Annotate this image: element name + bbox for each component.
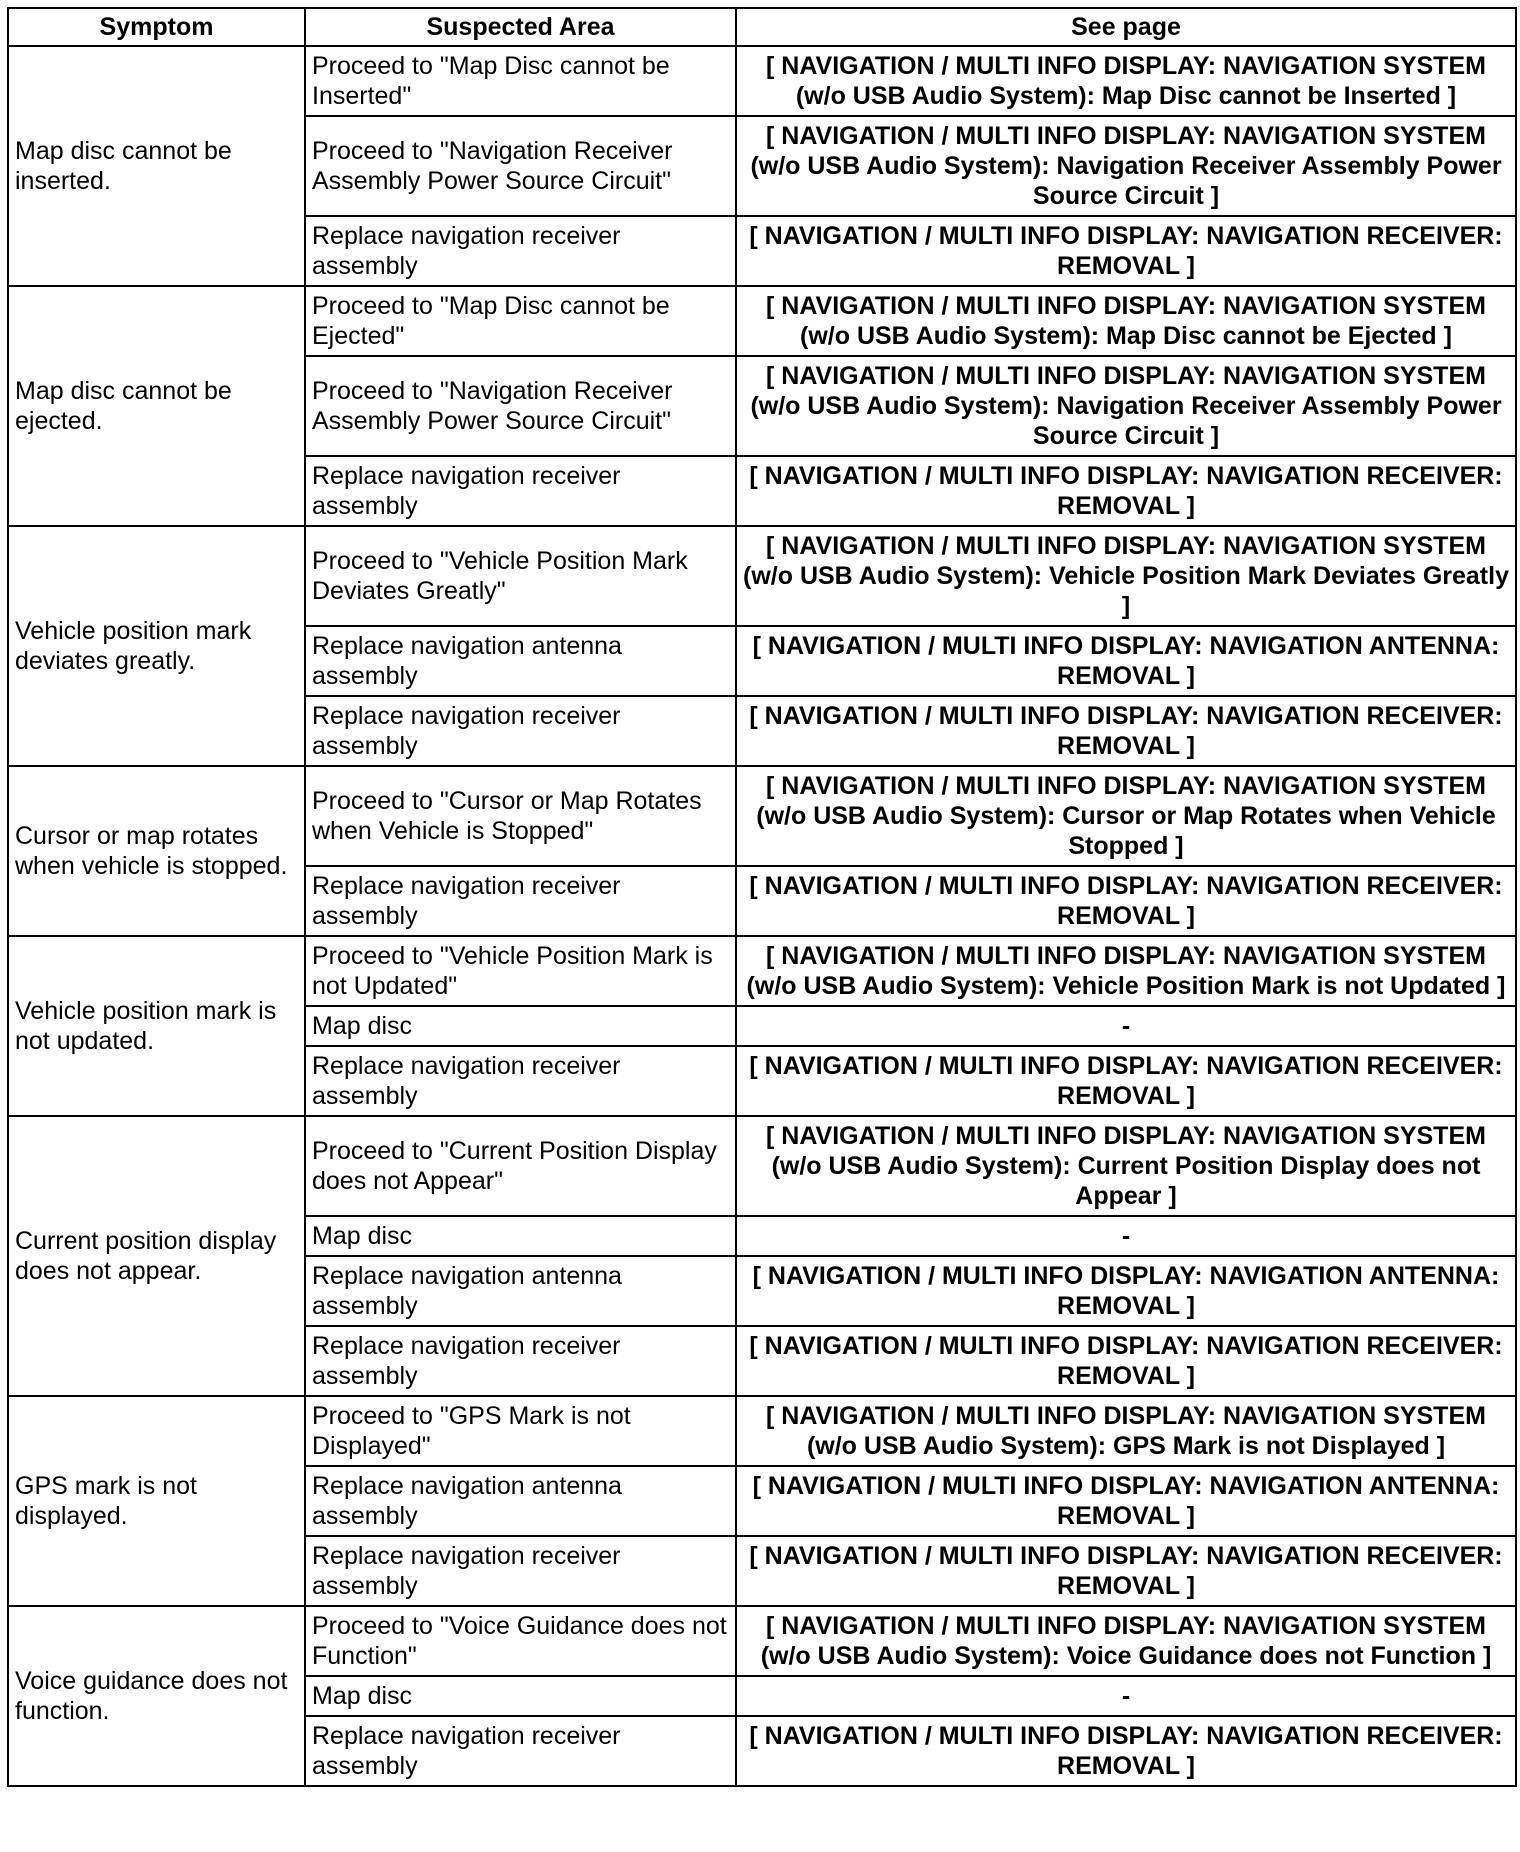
table-row [8,936,1516,1006]
suspected-area-cell: Proceed to "Vehicle Position Mark Deviates Greatly" [305,526,736,626]
symptom-cell: Map disc cannot be ejected. [8,286,305,526]
table-row [8,766,1516,866]
see-page-cell: [ NAVIGATION / MULTI INFO DISPLAY: NAVIGATION RECEIVER: REMOVAL ] [736,696,1516,766]
see-page-cell: [ NAVIGATION / MULTI INFO DISPLAY: NAVIGATION SYSTEM (w/o USB Audio System): Navigation Receiver Assembly Power Source Circuit ] [736,356,1516,456]
suspected-area-cell: Replace navigation receiver assembly [305,456,736,526]
table-row [8,46,1516,116]
see-page-cell: [ NAVIGATION / MULTI INFO DISPLAY: NAVIGATION RECEIVER: REMOVAL ] [736,866,1516,936]
see-page-cell: [ NAVIGATION / MULTI INFO DISPLAY: NAVIGATION SYSTEM (w/o USB Audio System): Map Disc cannot be Inserted ] [736,46,1516,116]
table-row [8,1606,1516,1676]
table-body [8,46,1516,1786]
see-page-cell: [ NAVIGATION / MULTI INFO DISPLAY: NAVIGATION RECEIVER: REMOVAL ] [736,1536,1516,1606]
symptom-cell: Vehicle position mark is not updated. [8,936,305,1116]
see-page-cell: - [736,1676,1516,1716]
symptom-cell: Vehicle position mark deviates greatly. [8,526,305,766]
suspected-area-cell: Proceed to "Navigation Receiver Assembly Power Source Circuit" [305,356,736,456]
see-page-cell: [ NAVIGATION / MULTI INFO DISPLAY: NAVIGATION RECEIVER: REMOVAL ] [736,1326,1516,1396]
see-page-cell: [ NAVIGATION / MULTI INFO DISPLAY: NAVIGATION SYSTEM (w/o USB Audio System): Current Position Display does not Appear ] [736,1116,1516,1216]
symptom-cell: Current position display does not appear. [8,1116,305,1396]
see-page-cell: [ NAVIGATION / MULTI INFO DISPLAY: NAVIGATION SYSTEM (w/o USB Audio System): GPS Mark is not Displayed ] [736,1396,1516,1466]
suspected-area-cell: Replace navigation receiver assembly [305,1326,736,1396]
suspected-area-cell: Replace navigation receiver assembly [305,1046,736,1116]
table-row [8,1116,1516,1216]
table-row [8,1396,1516,1466]
symptom-cell: GPS mark is not displayed. [8,1396,305,1606]
see-page-cell: [ NAVIGATION / MULTI INFO DISPLAY: NAVIGATION SYSTEM (w/o USB Audio System): Navigation Receiver Assembly Power Source Circuit ] [736,116,1516,216]
suspected-area-cell: Proceed to "Cursor or Map Rotates when Vehicle is Stopped" [305,766,736,866]
see-page-cell: - [736,1006,1516,1046]
see-page-cell: - [736,1216,1516,1256]
suspected-area-cell: Proceed to "GPS Mark is not Displayed" [305,1396,736,1466]
suspected-area-cell: Replace navigation antenna assembly [305,1256,736,1326]
see-page-cell: [ NAVIGATION / MULTI INFO DISPLAY: NAVIGATION RECEIVER: REMOVAL ] [736,1716,1516,1786]
suspected-area-cell: Replace navigation receiver assembly [305,216,736,286]
see-page-cell: [ NAVIGATION / MULTI INFO DISPLAY: NAVIGATION ANTENNA: REMOVAL ] [736,626,1516,696]
see-page-cell: [ NAVIGATION / MULTI INFO DISPLAY: NAVIGATION SYSTEM (w/o USB Audio System): Vehicle Position Mark Deviates Greatly ] [736,526,1516,626]
see-page-cell: [ NAVIGATION / MULTI INFO DISPLAY: NAVIGATION RECEIVER: REMOVAL ] [736,456,1516,526]
header-symptom: Symptom [8,8,305,46]
table-header-row [8,8,1516,46]
see-page-cell: [ NAVIGATION / MULTI INFO DISPLAY: NAVIGATION SYSTEM (w/o USB Audio System): Voice Guidance does not Function ] [736,1606,1516,1676]
suspected-area-cell: Proceed to "Vehicle Position Mark is not Updated" [305,936,736,1006]
suspected-area-cell: Replace navigation antenna assembly [305,626,736,696]
symptom-table [7,7,1517,1787]
suspected-area-cell: Replace navigation antenna assembly [305,1466,736,1536]
suspected-area-cell: Map disc [305,1006,736,1046]
suspected-area-cell: Proceed to "Map Disc cannot be Inserted" [305,46,736,116]
see-page-cell: [ NAVIGATION / MULTI INFO DISPLAY: NAVIGATION SYSTEM (w/o USB Audio System): Map Disc cannot be Ejected ] [736,286,1516,356]
suspected-area-cell: Proceed to "Voice Guidance does not Function" [305,1606,736,1676]
suspected-area-cell: Map disc [305,1676,736,1716]
header-suspected-area: Suspected Area [305,8,736,46]
see-page-cell: [ NAVIGATION / MULTI INFO DISPLAY: NAVIGATION ANTENNA: REMOVAL ] [736,1466,1516,1536]
see-page-cell: [ NAVIGATION / MULTI INFO DISPLAY: NAVIGATION SYSTEM (w/o USB Audio System): Cursor or Map Rotates when Vehicle Stopped ] [736,766,1516,866]
see-page-cell: [ NAVIGATION / MULTI INFO DISPLAY: NAVIGATION RECEIVER: REMOVAL ] [736,216,1516,286]
see-page-cell: [ NAVIGATION / MULTI INFO DISPLAY: NAVIGATION ANTENNA: REMOVAL ] [736,1256,1516,1326]
suspected-area-cell: Replace navigation receiver assembly [305,1716,736,1786]
suspected-area-cell: Map disc [305,1216,736,1256]
suspected-area-cell: Replace navigation receiver assembly [305,696,736,766]
see-page-cell: [ NAVIGATION / MULTI INFO DISPLAY: NAVIGATION RECEIVER: REMOVAL ] [736,1046,1516,1116]
suspected-area-cell: Proceed to "Navigation Receiver Assembly Power Source Circuit" [305,116,736,216]
see-page-cell: [ NAVIGATION / MULTI INFO DISPLAY: NAVIGATION SYSTEM (w/o USB Audio System): Vehicle Position Mark is not Updated ] [736,936,1516,1006]
suspected-area-cell: Replace navigation receiver assembly [305,866,736,936]
header-see-page: See page [736,8,1516,46]
table-row [8,286,1516,356]
table-row [8,526,1516,626]
symptom-cell: Cursor or map rotates when vehicle is stopped. [8,766,305,936]
suspected-area-cell: Proceed to "Current Position Display does not Appear" [305,1116,736,1216]
suspected-area-cell: Replace navigation receiver assembly [305,1536,736,1606]
symptom-cell: Voice guidance does not function. [8,1606,305,1786]
symptom-cell: Map disc cannot be inserted. [8,46,305,286]
suspected-area-cell: Proceed to "Map Disc cannot be Ejected" [305,286,736,356]
